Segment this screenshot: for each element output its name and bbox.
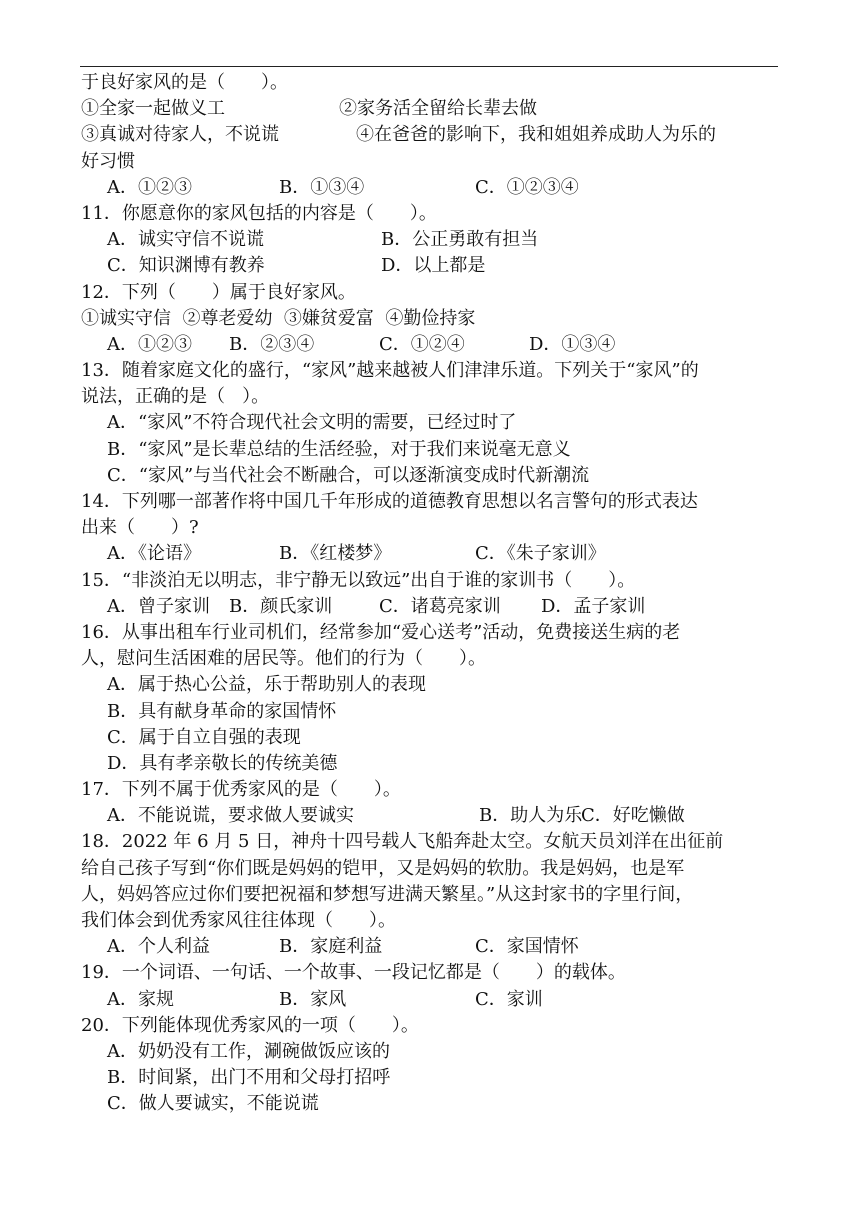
q12-option-a: A．①②③ [107,333,192,355]
q10-option-b: B．①③④ [279,176,365,198]
q17-stem: 17．下列不属于优秀家风的是（ ）。 [81,779,401,801]
q15-option-d: D．孟子家训 [541,595,646,617]
q18-option-a: A．个人利益 [107,936,210,958]
q11-options-row2 [81,253,781,279]
q11-option-a: A．诚实守信不说谎 [107,229,264,251]
q10-items-row2 [81,122,781,148]
q20-option-c: C．做人要诚实，不能说谎 [107,1093,319,1115]
q15-option-c: C．诸葛亮家训 [379,595,501,617]
q19-stem: 19．一个词语、一句话、一个故事、一段记忆都是（ ）的载体。 [81,962,626,984]
q11-stem: 11．你愿意你的家风包括的内容是（ ）。 [81,202,437,224]
q14-option-b: B．《红楼梦》 [279,543,392,565]
q18-stem-line1: 18．2022 年 6 月 5 日，神舟十四号载人飞船奔赴太空。女航天员刘洋在出征前 [81,831,724,853]
q16-option-c: C．属于自立自强的表现 [107,726,301,748]
q18-stem-line4: 我们体会到优秀家风往往体现（ ）。 [81,910,396,931]
q13-option-c: C．“家风”与当代社会不断融合，可以逐渐演变成时代新潮流 [107,464,590,486]
q14-options [81,541,781,567]
q18-option-c: C．家国情怀 [475,936,579,958]
question-list [81,70,781,1118]
q17-option-c: C．好吃懒做 [581,805,685,827]
q10-stem-tail: 于良好家风的是（ ）。 [81,72,288,93]
q19-option-b: B．家风 [279,988,347,1010]
q19-option-a: A．家规 [107,988,174,1010]
q18-options [81,934,781,960]
q10-item3: ③真诚对待家人，不说谎 [81,124,279,146]
q12-option-c: C．①②④ [379,333,465,355]
q10-option-a: A．①②③ [107,176,192,198]
q17-option-b: B．助人为乐 [479,805,583,827]
q15-option-a: A．曾子家训 [107,595,210,617]
q12-option-d: D．①③④ [529,333,616,355]
q13-option-b: B．“家风”是长辈总结的生活经验，对于我们来说毫无意义 [107,438,571,460]
q15-option-b: B．颜氏家训 [229,595,333,617]
q10-item1: ①全家一起做义工 [81,98,225,120]
q15-options [81,594,781,620]
q12-stem: 12．下列（ ）属于良好家风。 [81,281,356,303]
q11-option-d: D．以上都是 [381,255,486,277]
q10-item2: ②家务活全留给长辈去做 [339,98,537,120]
q14-option-c: C．《朱子家训》 [475,543,606,565]
header-rule [80,66,778,67]
q19-options [81,987,781,1013]
q12-items: ①诚实守信 ②尊老爱幼 ③嫌贫爱富 ④勤俭持家 [81,307,476,329]
q10-items-row1 [81,96,781,122]
q16-option-d: D．具有孝亲敬长的传统美德 [107,752,338,774]
q18-option-b: B．家庭利益 [279,936,383,958]
q15-stem: 15．“非淡泊无以明志，非宁静无以致远”出自于谁的家训书（ ）。 [81,569,636,591]
q18-stem-line3: 人，妈妈答应过你们要把祝福和梦想写进满天繁星。”从这封家书的字里行间， [81,883,694,905]
q11-options-row1 [81,227,781,253]
q20-option-a: A．奶奶没有工作，涮碗做饭应该的 [107,1040,390,1062]
q10-options [81,175,781,201]
q19-option-c: C．家训 [475,988,543,1010]
q10-item4-cont: 好习惯 [81,150,135,172]
q13-option-a: A．“家风”不符合现代社会文明的需要，已经过时了 [107,412,517,434]
q13-stem-line2: 说法，正确的是（ ）。 [81,386,270,408]
q14-stem-line1: 14．下列哪一部著作将中国几千年形成的道德教育思想以名言警句的形式表达 [81,491,698,512]
q14-stem-line2: 出来（ ）? [81,517,199,539]
q20-stem: 20．下列能体现优秀家风的一项（ ）。 [81,1014,419,1036]
q12-option-b: B．②③④ [229,333,315,355]
q11-option-b: B．公正勇敢有担当 [381,229,539,251]
q11-option-c: C．知识渊博有教养 [107,255,265,277]
q16-stem-line1: 16．从事出租车行业司机们，经常参加“爱心送考”活动，免费接送生病的老 [81,621,681,643]
q12-options [81,332,781,358]
q10-item4: ④在爸爸的影响下，我和姐姐养成助人为乐的 [356,124,716,146]
q16-option-a: A．属于热心公益，乐于帮助别人的表现 [107,674,426,696]
q17-options [81,803,781,829]
q18-stem-line2: 给自己孩子写到“你们既是妈妈的铠甲，又是妈妈的软肋。我是妈妈，也是军 [81,857,685,879]
q10-option-c: C．①②③④ [475,176,579,198]
q16-stem-line2: 人，慰问生活困难的居民等。他们的行为（ ）。 [81,648,486,670]
q13-stem-line1: 13．随着家庭文化的盛行，“家风”越来越被人们津津乐道。下列关于“家风”的 [81,360,699,382]
q20-option-b: B．时间紧，出门不用和父母打招呼 [107,1067,391,1089]
q17-option-a: A．不能说谎，要求做人要诚实 [107,805,354,827]
q14-option-a: A．《论语》 [107,543,201,565]
q16-option-b: B．具有献身革命的家国情怀 [107,700,337,722]
